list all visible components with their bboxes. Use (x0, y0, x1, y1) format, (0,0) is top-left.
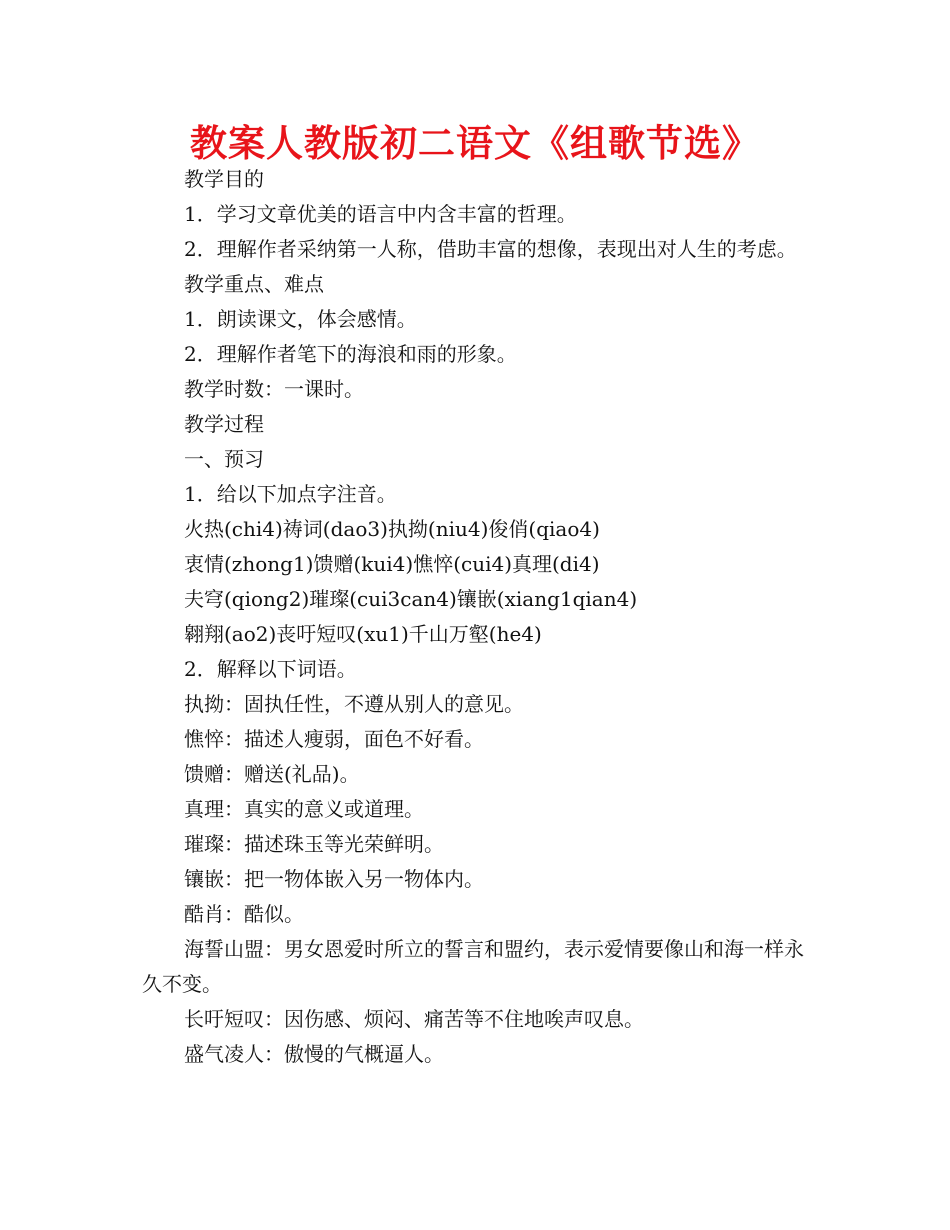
paragraph: 2．理解作者采纳第一人称，借助丰富的想像，表现出对人生的考虑。 (184, 237, 797, 261)
definition-item: 真理：真实的意义或道理。 (184, 797, 424, 821)
heading-key-points: 教学重点、难点 (184, 272, 324, 296)
heading-teaching-goals: 教学目的 (184, 167, 264, 191)
pinyin-line: 夫穹(qiong2)璀璨(cui3can4)镶嵌(xiang1qian4) (184, 587, 638, 611)
paragraph: 1．学习文章优美的语言中内含丰富的哲理。 (184, 202, 577, 226)
paragraph: 2．理解作者笔下的海浪和雨的形象。 (184, 342, 517, 366)
definition-item: 璀璨：描述珠玉等光荣鲜明。 (184, 832, 444, 856)
pinyin-line: 衷情(zhong1)馈赠(kui4)憔悴(cui4)真理(di4) (184, 552, 600, 576)
definition-item: 盛气凌人：傲慢的气概逼人。 (184, 1042, 444, 1066)
paragraph: 1．朗读课文，体会感情。 (184, 307, 417, 331)
section-heading-preview: 一、预习 (184, 447, 264, 471)
document-body (142, 162, 812, 1072)
document-title: 教案人教版初二语文《组歌节选》 (190, 122, 760, 165)
pinyin-line: 火热(chi4)祷词(dao3)执拗(niu4)俊俏(qiao4) (184, 517, 600, 541)
definition-item: 憔悴：描述人瘦弱，面色不好看。 (184, 727, 484, 751)
heading-teaching-process: 教学过程 (184, 412, 264, 436)
paragraph: 1．给以下加点字注音。 (184, 482, 397, 506)
definition-item: 长吁短叹：因伤感、烦闷、痛苦等不住地唉声叹息。 (184, 1007, 644, 1031)
definition-item: 镶嵌：把一物体嵌入另一物体内。 (184, 867, 484, 891)
paragraph: 2．解释以下词语。 (184, 657, 357, 681)
definition-item: 馈赠：赠送(礼品)。 (184, 762, 360, 786)
definition-item: 酷肖：酷似。 (184, 902, 304, 926)
definition-item: 执拗：固执任性，不遵从别人的意见。 (184, 692, 524, 716)
definition-item: 海誓山盟：男女恩爱时所立的誓言和盟约，表示爱情要像山和海一样永久不变。 (142, 937, 804, 996)
paragraph: 教学时数：一课时。 (184, 377, 364, 401)
pinyin-line: 翱翔(ao2)丧吁短叹(xu1)千山万壑(he4) (184, 622, 542, 646)
